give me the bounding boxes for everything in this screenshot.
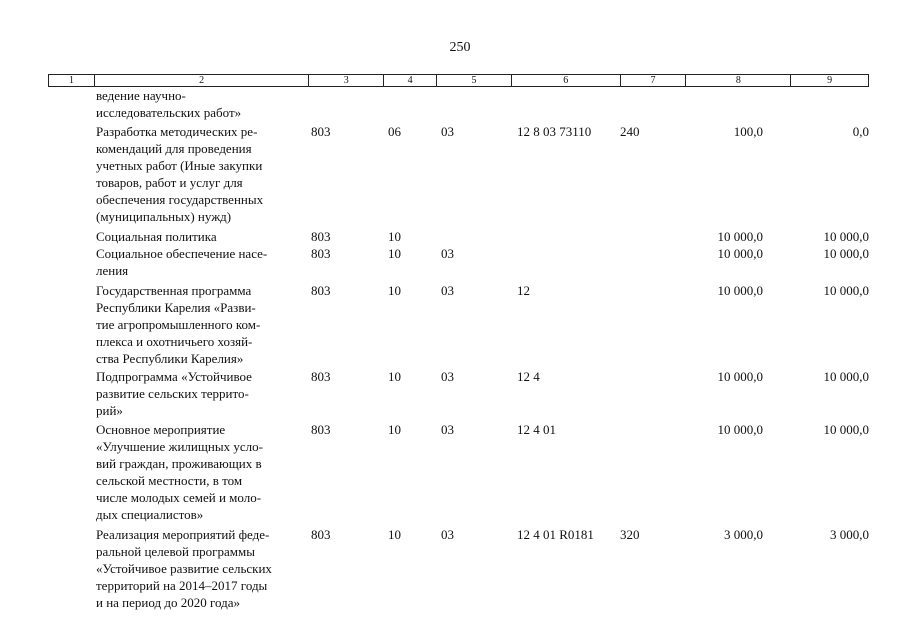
column-header-6: 6 [512,75,621,86]
column-header-4: 4 [384,75,437,86]
row-name: Социальное обеспечение насе- ления [96,246,268,278]
cell-subsection: 03 [441,124,454,139]
cell-subsection: 03 [441,246,454,261]
column-header-5: 5 [437,75,512,86]
cell-amount-1: 10 000,0 [717,229,763,244]
row-name: Государственная программа Республики Карелия «Разви- тие агропромышленного ком- плекса и охотничьего хозяй- ства Республики Карелия» [96,283,261,366]
cell-amount-2: 10 000,0 [823,229,869,244]
cell-section: 10 [388,246,401,261]
cell-admin-code: 803 [311,527,331,542]
cell-amount-1: 10 000,0 [717,369,763,384]
row-name: Реализация мероприятий феде- ральной целевой программы «Устойчивое развитие сельских территорий на 2014–2017 годы и на период до 2020 года» [96,527,272,610]
row-name: Социальная политика [96,229,217,244]
row-name: Подпрограмма «Устойчивое развитие сельских террито- рий» [96,369,252,418]
cell-amount-1: 100,0 [733,124,763,139]
cell-subsection: 03 [441,422,454,437]
column-header-9: 9 [827,75,833,86]
cell-expense-type: 240 [620,124,640,139]
cell-amount-2: 3 000,0 [830,527,869,542]
cell-target-article: 12 4 [517,369,540,384]
row-name: ведение научно- исследовательских работ» [96,88,242,120]
cell-section: 10 [388,229,401,244]
cell-section: 10 [388,422,401,437]
cell-section: 06 [388,124,401,139]
column-header-1: 1 [49,75,95,86]
cell-subsection: 03 [441,527,454,542]
page-number: 250 [449,40,471,55]
cell-admin-code: 803 [311,246,331,261]
cell-admin-code: 803 [311,229,331,244]
cell-amount-2: 0,0 [852,124,869,139]
cell-admin-code: 803 [311,369,331,384]
cell-target-article: 12 8 03 73110 [517,124,592,139]
cell-amount-1: 10 000,0 [717,283,763,298]
column-header-7: 7 [621,75,687,86]
cell-target-article: 12 [517,283,530,298]
cell-subsection: 03 [441,369,454,384]
cell-expense-type: 320 [620,527,640,542]
row-name: Основное мероприятие «Улучшение жилищных усло- вий граждан, проживающих в сельской местности, в том числе молодых семей и моло- дых специалистов» [96,422,263,522]
cell-admin-code: 803 [311,283,331,298]
cell-amount-2: 10 000,0 [823,422,869,437]
table-header-row [48,74,869,87]
column-header-2: 2 [95,75,309,86]
cell-amount-1: 10 000,0 [717,246,763,261]
cell-subsection: 03 [441,283,454,298]
cell-amount-1: 10 000,0 [717,422,763,437]
cell-target-article: 12 4 01 R0181 [517,527,594,542]
column-header-8: 8 [686,75,791,86]
cell-target-article: 12 4 01 [517,422,556,437]
cell-amount-1: 3 000,0 [724,527,763,542]
cell-amount-2: 10 000,0 [823,283,869,298]
cell-amount-2: 10 000,0 [823,369,869,384]
cell-admin-code: 803 [311,422,331,437]
column-header-3: 3 [309,75,384,86]
cell-section: 10 [388,283,401,298]
row-name: Разработка методических ре- комендаций для проведения учетных работ (Иные закупки товаров, работ и услуг для обеспечения государственных (муниципальных) нужд) [96,124,264,224]
cell-amount-2: 10 000,0 [823,246,869,261]
cell-admin-code: 803 [311,124,331,139]
cell-section: 10 [388,527,401,542]
cell-section: 10 [388,369,401,384]
